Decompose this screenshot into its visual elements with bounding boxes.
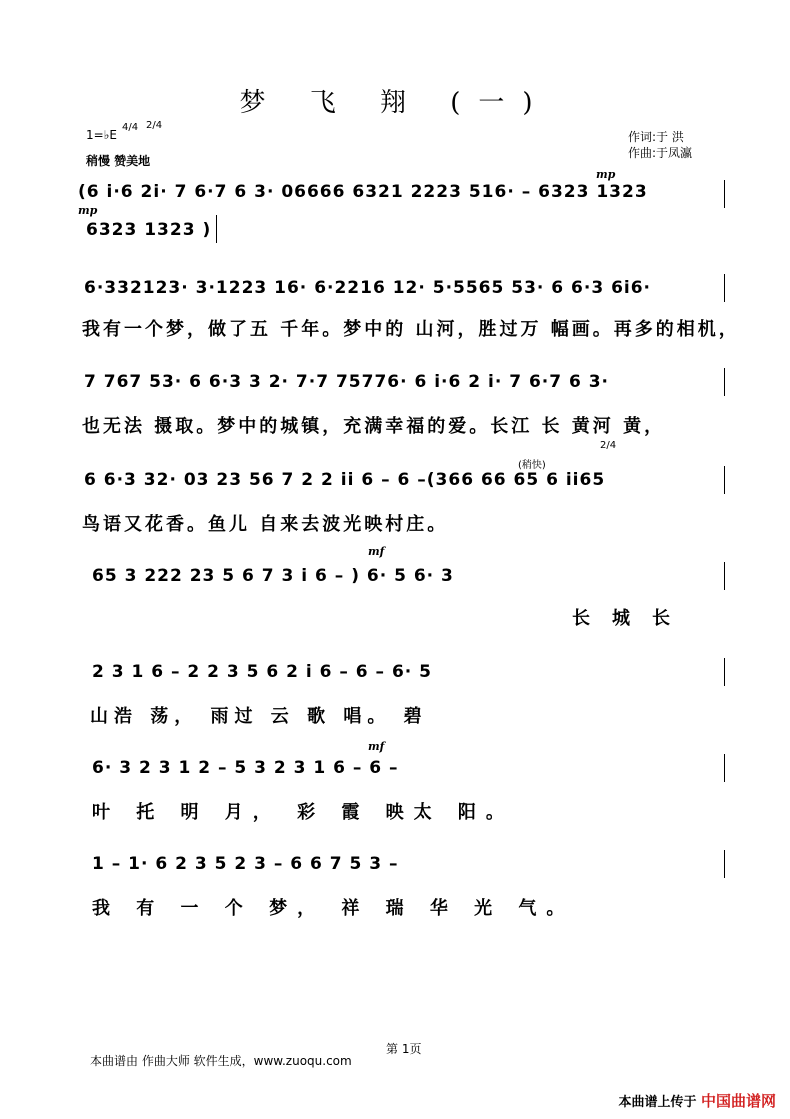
notation-line: (6 i·6 2i· 7 6·7 6 3· 06666 6321 2223 516· – 6323 1323: [78, 182, 648, 202]
dynamic-mp: mp: [78, 204, 98, 217]
notation-line: 1 – 1· 6 2 3 5 2 3 – 6 6 7 5 3 –: [92, 854, 399, 874]
barline: [724, 368, 725, 396]
dynamic-mf: mf: [368, 545, 385, 558]
tempo-marking: 稍慢 赞美地: [86, 154, 151, 168]
lyric-line: 也无法 摄取。梦中的城镇，充满幸福的爱。长江 长 黄河 黄，: [82, 416, 666, 437]
site-name: 中国曲谱网: [700, 1092, 776, 1110]
lyric-line: 我有一个梦，做了五 千年。梦中的 山河，胜过万 幅画。再多的相机，: [82, 319, 740, 340]
generator-credit: 本曲谱由 作曲大师 软件生成，www.zuoqu.com: [90, 1054, 352, 1068]
lyric-line: 山浩 荡， 雨过 云 歌 唱。 碧: [90, 706, 428, 727]
lyric-line: 我 有 一 个 梦， 祥 瑞 华 光 气。: [92, 898, 575, 919]
page-title: 梦 飞 翔 (一): [239, 88, 551, 118]
notation-line: 6·332123· 3·1223 16· 6·2216 12· 5·5565 53· 6 6·3 6i6·: [84, 278, 652, 298]
composer-credit: 作曲:于凤瀛: [628, 146, 693, 160]
barline: [724, 466, 725, 494]
uploader-label: 本曲谱上传于: [618, 1095, 697, 1110]
barline: [724, 180, 725, 208]
time-signature-2-4: 2/4: [146, 120, 163, 131]
notation-line: 6· 3 2 3 1 2 – 5 3 2 3 1 6 – 6 –: [92, 758, 399, 778]
barline: [724, 754, 725, 782]
barline: [216, 215, 217, 243]
dynamic-mf: mf: [368, 740, 385, 753]
dynamic-mp: mp: [596, 168, 616, 181]
notation-line: 2 3 1 6 – 2 2 3 5 6 2 i 6 – 6 – 6· 5: [92, 662, 432, 682]
tempo-change-marking: (稍快): [518, 460, 546, 471]
barline: [724, 658, 725, 686]
lyric-line: 叶 托 明 月， 彩 霞 映太 阳。: [92, 802, 514, 823]
lyric-line: 长城长: [572, 608, 692, 629]
notation-line: 6323 1323 ): [86, 220, 212, 240]
site-logo: [618, 1090, 776, 1111]
page-number: 第 1页: [386, 1042, 422, 1056]
notation-line: 65 3 222 23 5 6 7 3 i 6 – ) 6· 5 6· 3: [92, 566, 454, 586]
barline: [724, 850, 725, 878]
notation-line: 6 6·3 32· 03 23 56 7 2 2 ii 6 – 6 –(366 66 65 6 ii65: [84, 470, 606, 490]
notation-line: 7 767 53· 6 6·3 3 2· 7·7 75776· 6 i·6 2 i· 7 6·7 6 3·: [84, 372, 610, 392]
lyric-line: 鸟语又花香。鱼儿 自来去波光映村庄。: [82, 514, 449, 535]
time-signature-change: 2/4: [600, 440, 617, 451]
barline: [724, 562, 725, 590]
lyricist-credit: 作词:于 洪: [628, 130, 684, 144]
key-signature: 1=♭E: [86, 128, 117, 142]
time-signature-4-4: 4/4: [122, 122, 139, 133]
barline: [724, 274, 725, 302]
